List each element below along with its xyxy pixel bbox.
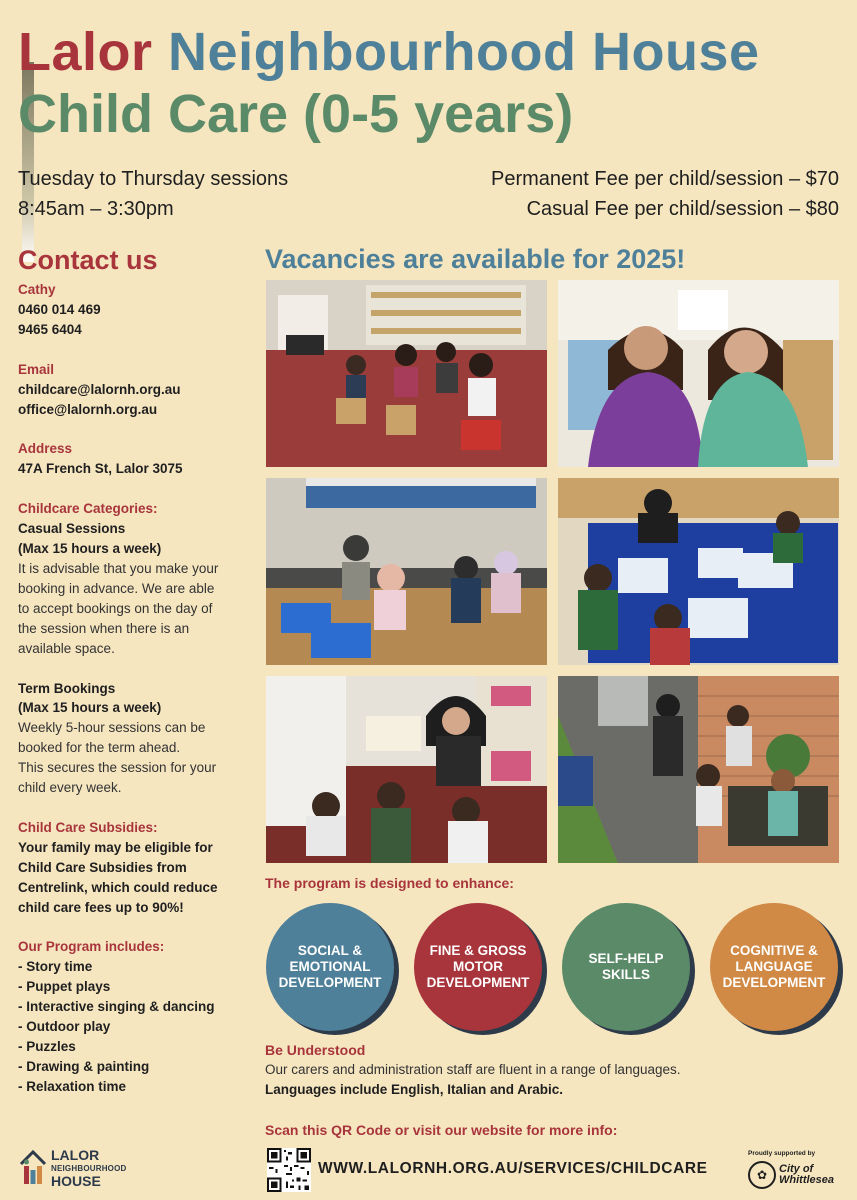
title-lalor: Lalor: [18, 22, 153, 82]
list-item: - Story time: [18, 959, 93, 975]
supporter-line1: City of: [779, 1163, 814, 1175]
logo-line2: NEIGHBOURHOOD: [51, 1164, 127, 1173]
photo-painting-activity: [558, 478, 839, 665]
term-line: booked for the term ahead.: [18, 740, 181, 756]
term-line: Weekly 5-hour sessions can be: [18, 720, 206, 736]
subsidies-heading: Child Care Subsidies:: [18, 819, 158, 835]
list-item: - Outdoor play: [18, 1019, 111, 1035]
session-days: Tuesday to Thursday sessions: [18, 168, 289, 190]
address-value: 47A French St, Lalor 3075: [18, 461, 183, 477]
casual-line: the session when there is an: [18, 620, 190, 636]
logo-line1: LALOR: [51, 1147, 100, 1163]
supporter-line2: Whittlesea: [779, 1174, 835, 1186]
circle-cognitive-language: COGNITIVE & LANGUAGE DEVELOPMENT: [710, 903, 838, 1031]
casual-max: (Max 15 hours a week): [18, 541, 162, 557]
email-office[interactable]: office@lalornh.org.au: [18, 401, 158, 417]
circle-self-help: SELF-HELP SKILLS: [562, 903, 690, 1031]
categories-heading: Childcare Categories:: [18, 501, 158, 517]
photo-classroom-storytime: [266, 280, 547, 467]
phone-mobile[interactable]: 0460 014 469: [18, 301, 101, 317]
website-url[interactable]: WWW.LALORNH.ORG.AU/SERVICES/CHILDCARE: [318, 1160, 708, 1177]
photo-reading-time: [266, 676, 547, 863]
be-understood-text: Our carers and administration staff are fluent in a range of languages.: [265, 1062, 681, 1077]
photo-garden-activity: [558, 676, 839, 863]
term-line: This secures the session for your: [18, 760, 217, 776]
list-item: - Puzzles: [18, 1039, 76, 1054]
qr-code[interactable]: [267, 1148, 311, 1192]
page-title: [18, 22, 760, 82]
subsidies-line: Centrelink, which could reduce: [18, 879, 218, 895]
email-label: Email: [18, 361, 55, 377]
supporter-logo: [748, 1150, 843, 1189]
subsidies-line: Your family may be eligible for: [18, 839, 213, 855]
contact-heading: Contact us: [18, 245, 158, 275]
languages-text: Languages include English, Italian and Arabic.: [265, 1082, 564, 1097]
program-list: [18, 957, 258, 1096]
logo-line3: HOUSE: [51, 1173, 101, 1189]
list-item: - Puppet plays: [18, 979, 111, 995]
left-column: [18, 280, 258, 1097]
email-childcare[interactable]: childcare@lalornh.org.au: [18, 381, 181, 397]
casual-line: available space.: [18, 640, 115, 656]
photo-staff-members: [558, 280, 839, 467]
casual-line: booking in advance. We are able: [18, 580, 215, 596]
page-subtitle: Child Care (0-5 years): [18, 84, 574, 144]
term-line: child every week.: [18, 780, 122, 796]
be-understood-heading: Be Understood: [265, 1042, 366, 1058]
enhance-heading: The program is designed to enhance:: [265, 875, 514, 891]
contact-name: Cathy: [18, 282, 56, 297]
casual-line: to accept bookings on the day of: [18, 600, 213, 616]
council-seal-icon: ✿: [748, 1161, 776, 1189]
program-heading: Our Program includes:: [18, 939, 165, 955]
session-hours: 8:45am – 3:30pm: [18, 198, 174, 220]
subsidies-line: Child Care Subsidies from: [18, 859, 187, 875]
casual-line: It is advisable that you make your: [18, 560, 219, 576]
phone-landline[interactable]: 9465 6404: [18, 321, 82, 337]
term-title: Term Bookings: [18, 680, 116, 696]
list-item: - Interactive singing & dancing: [18, 999, 215, 1015]
supporter-caption: Proudly supported by: [748, 1150, 816, 1157]
casual-title: Casual Sessions: [18, 521, 126, 537]
circle-motor: FINE & GROSS MOTOR DEVELOPMENT: [414, 903, 542, 1031]
list-item: - Drawing & painting: [18, 1058, 150, 1074]
circle-social-emotional: SOCIAL & EMOTIONAL DEVELOPMENT: [266, 903, 394, 1031]
permanent-fee: Permanent Fee per child/session – $70: [491, 168, 839, 190]
vacancies-heading: Vacancies are available for 2025!: [265, 244, 686, 274]
address-label: Address: [18, 441, 73, 457]
list-item: - Relaxation time: [18, 1078, 127, 1094]
term-max: (Max 15 hours a week): [18, 700, 162, 716]
photo-outdoor-sandpit: [266, 478, 547, 665]
scan-heading: Scan this QR Code or visit our website for more info:: [265, 1122, 618, 1138]
house-icon: [18, 1148, 48, 1188]
casual-fee: Casual Fee per child/session – $80: [526, 198, 839, 220]
lalor-nh-logo: [18, 1147, 127, 1192]
title-neighbourhood-house: Neighbourhood House: [168, 22, 760, 82]
subsidies-line: child care fees up to 90%!: [18, 899, 184, 915]
